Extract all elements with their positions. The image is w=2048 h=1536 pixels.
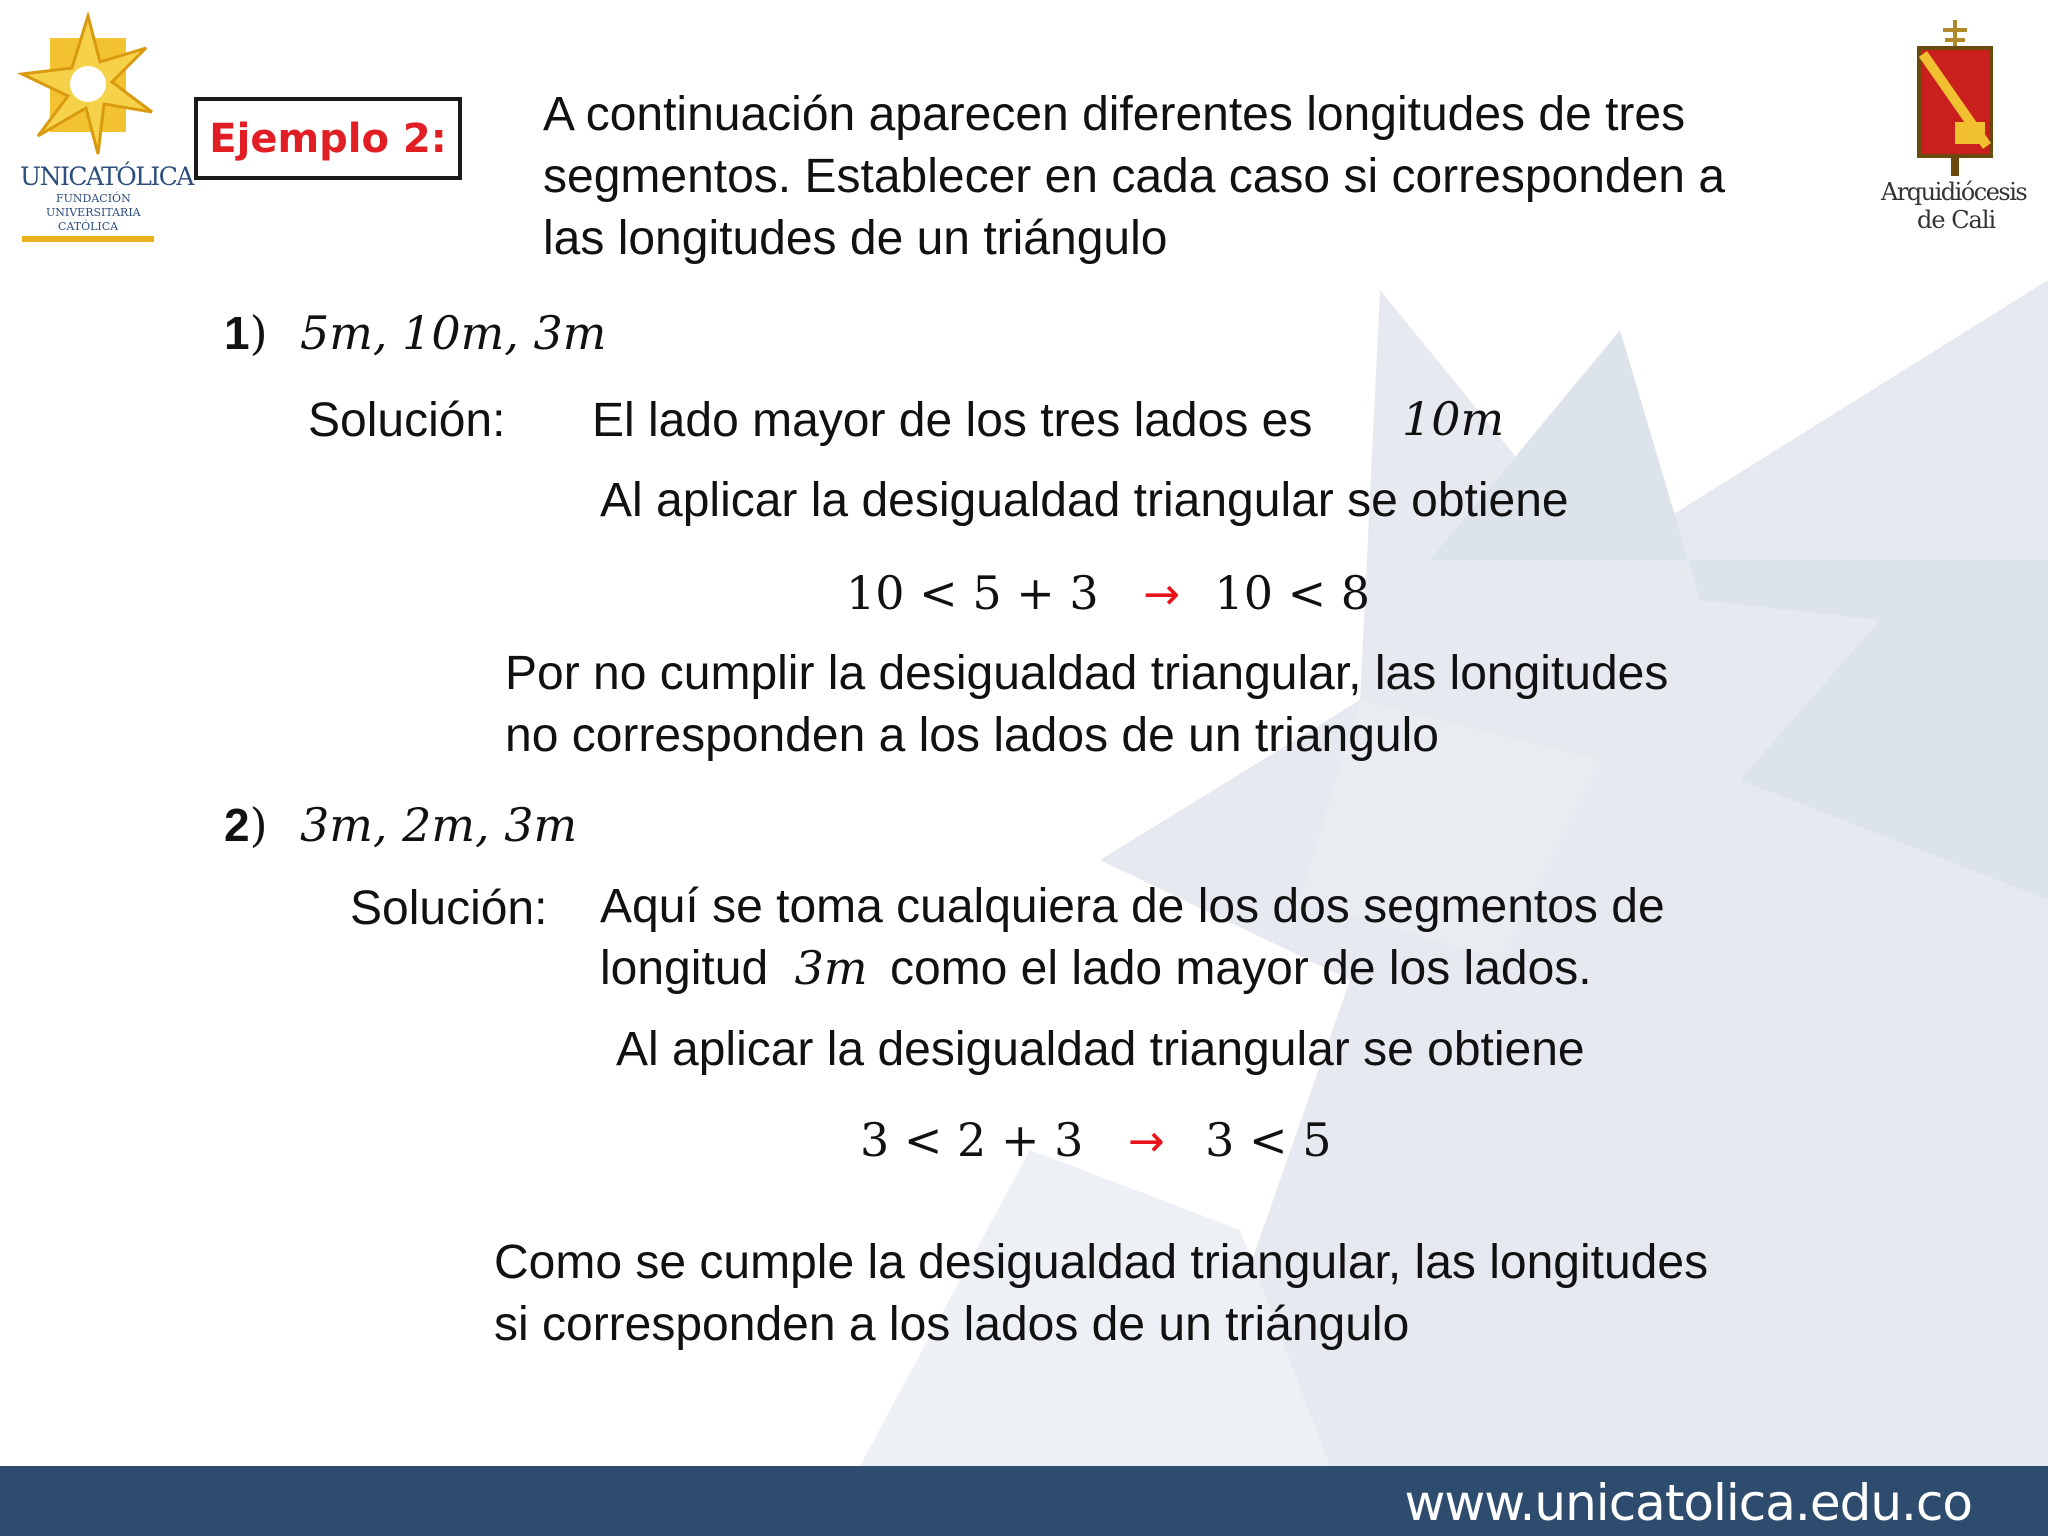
case1-inequality: [846, 566, 1370, 620]
case1-conclusion-1: Por no cumplir la desigualdad triangular, las longitudes: [505, 647, 1669, 700]
star-emblem-icon: [16, 12, 166, 162]
arquidiocesis-logo: [1875, 18, 2035, 248]
case1-heading: 1) 5m, 10m, 3m: [224, 306, 607, 360]
case1-ineq-left: 10 < 5 + 3: [846, 566, 1099, 620]
case2-conclusion-1: Como se cumple la desigualdad triangular, las longitudes: [494, 1236, 1709, 1289]
logo-sub3: CATÓLICA: [58, 220, 119, 233]
logo-name: UNICATÓLICA: [20, 162, 193, 191]
case2-ineq-right: 3 < 5: [1205, 1113, 1332, 1167]
case1-values: 5m, 10m, 3m: [300, 306, 607, 360]
example-label-box: [194, 97, 462, 180]
case2-take-line-2-value: 3m: [794, 941, 868, 995]
unicatolica-logo: [16, 12, 193, 244]
footer-bar: [0, 1466, 2048, 1536]
case1-arrow: →: [1143, 569, 1180, 620]
case2-take-line-2: [600, 938, 1592, 1000]
logo-sub2: UNIVERSITARIA: [46, 206, 141, 219]
case2-inequality: [860, 1113, 1331, 1167]
case2-heading: 2) 3m, 2m, 3m: [224, 798, 578, 852]
case1-apply-text: Al aplicar la desigualdad triangular se obtiene: [600, 474, 1569, 527]
coat-of-arms-icon: [1875, 18, 2035, 178]
case2-conclusion-2: si corresponden a los lados de un triángulo: [494, 1298, 1410, 1351]
case1-largest-text: El lado mayor de los tres lados es: [592, 394, 1313, 447]
intro-line-1: A continuación aparecen diferentes longitudes de tres: [543, 88, 1686, 141]
case1-largest-value: 10m: [1402, 392, 1505, 446]
case1-conclusion-2: no corresponden a los lados de un triangulo: [505, 709, 1439, 762]
case2-apply-text: Al aplicar la desigualdad triangular se obtiene: [616, 1023, 1585, 1076]
case2-number: 2: [224, 799, 250, 851]
logo-bar: [22, 236, 154, 242]
logo-right-line2: de Cali: [1917, 206, 1996, 234]
case2-take-line-1: Aquí se toma cualquiera de los dos segmentos de: [600, 880, 1665, 933]
case2-values: 3m, 2m, 3m: [300, 798, 578, 852]
intro-line-2: segmentos. Establecer en cada caso si corresponden a: [543, 150, 1726, 203]
intro-line-3: las longitudes de un triángulo: [543, 212, 1168, 265]
case1-ineq-right: 10 < 8: [1214, 566, 1371, 620]
case2-solution-label: Solución:: [350, 882, 548, 935]
example-label: Ejemplo 2:: [209, 115, 447, 162]
logo-sub1: FUNDACIÓN: [56, 192, 131, 205]
case2-take-line-2-b: como el lado mayor de los lados.: [889, 942, 1592, 995]
footer-url[interactable]: www.unicatolica.edu.co: [1404, 1474, 1972, 1532]
logo-right-line1: Arquidiócesis: [1881, 178, 2027, 206]
case1-solution-label: Solución:: [308, 394, 506, 447]
case1-number: 1: [224, 307, 250, 359]
case2-arrow: →: [1127, 1116, 1165, 1167]
case2-ineq-left: 3 < 2 + 3: [860, 1113, 1084, 1167]
case2-take-line-2-a: longitud: [600, 942, 769, 995]
